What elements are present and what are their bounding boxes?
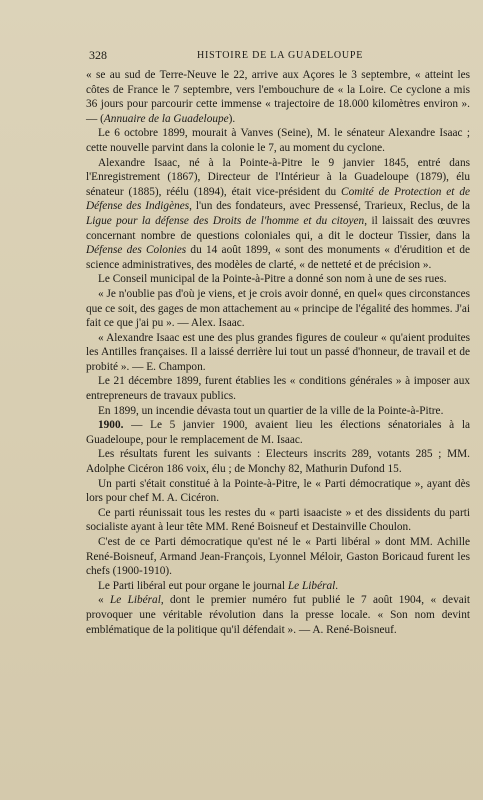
italic-text: Annuaire de la Guadeloupe: [103, 112, 229, 125]
paragraph-p8: [86, 404, 470, 419]
text-run: Le Parti libéral eut pour organe le journal: [98, 579, 288, 592]
body-text: [86, 68, 470, 637]
paragraph-p13: [86, 535, 470, 579]
text-run: ).: [228, 112, 236, 125]
paragraph-p3: [86, 156, 470, 273]
text-run: .: [335, 579, 339, 592]
text-run: « se au sud de Terre-Neuve le 22, arrive aux Açores le 3 septembre, « atteint les côtes de France le 7 septembre, vers l'embouchure de « la Loire. Ce cyclone a mis 36 jours pour parcourir cette immense « trajectoire de 18.000 kilomètres environ ». — (: [86, 69, 470, 125]
text-run: «: [98, 594, 110, 607]
paragraph-p1: [86, 68, 470, 126]
text-run: du 14 août 1899, « sont des monuments « d'érudition et de science administratives, des modèles de clarté, « de netteté et de précision ».: [86, 244, 471, 271]
italic-text: Défense des Colonies: [86, 244, 187, 257]
text-run: Les résultats furent les suivants : Electeurs inscrits 289, votants 285 ; MM. Adolphe Cicéron 186 voix, élu ; de Monchy 82, Mathurin Dufond 15.: [86, 448, 470, 476]
paragraph-p4: [86, 272, 470, 287]
text-run: , dont le premier numéro fut publié le 7 août 1904, « devait provoquer une véritable révolution dans la presse locale. « Son nom devint emblématique de la politique qu'il défendait ». — A. René-Boisneuf.: [86, 594, 471, 636]
paragraph-p6: [86, 331, 470, 375]
bold-text: 1900.: [98, 419, 124, 432]
paragraph-p14: [86, 579, 470, 594]
text-run: Le Conseil municipal de la Pointe-à-Pitre a donné son nom à une de ses rues.: [98, 273, 447, 286]
text-run: , il laissait des œuvres concernant nombre de questions coloniales qui, a dit le docteur Tissier, dans la: [86, 214, 471, 242]
text-run: Le 6 octobre 1899, mourait à Vanves (Seine), M. le sénateur Alexandre Isaac ; cette nouvelle parvint dans la colonie le 7, au moment du cyclone.: [86, 127, 470, 154]
paragraph-p15: [86, 593, 470, 637]
text-run: C'est de ce Parti démocratique qu'est né le « Parti libéral » dont MM. Achille René-Boisneuf, Armand Jean-François, Lyonnel Méloir, Gaston Boricaud furent les chefs (1900-1910).: [86, 536, 470, 578]
text-run: Alexandre Isaac, né à la Pointe-à-Pitre le 9 janvier 1845, entré dans l'Enregistrement (1867), Directeur de l'Intérieur à la Guadeloupe (1879), élu sénateur (1885), réélu (1894), était vice-président du: [86, 156, 470, 198]
text-run: En 1899, un incendie dévasta tout un quartier de la ville de la Pointe-à-Pitre.: [98, 404, 444, 417]
paragraph-p11: [86, 477, 470, 506]
paragraph-p10: [86, 447, 470, 476]
page-number: 328: [89, 48, 107, 62]
text-run: , l'un des fondateurs, avec Pressensé, Trarieux, Reclus, de la: [189, 200, 470, 213]
italic-text: Ligue pour la défense des Droits de l'homme et du citoyen: [86, 214, 365, 227]
paragraph-p5: [86, 287, 470, 331]
paragraph-p7: [86, 374, 470, 403]
paragraph-p9: [86, 418, 470, 447]
text-run: Ce parti réunissait tous les restes du « parti isaaciste » et des dissidents du parti socialiste ayant à leur tête MM. René Boisneuf et Destainville Choulon.: [86, 506, 470, 534]
text-run: Le 21 décembre 1899, furent établies les « conditions générales » à imposer aux entrepreneurs de travaux publics.: [86, 375, 470, 403]
text-run: « Je n'oublie pas d'où je viens, et je crois avoir donné, en quel« ques circonstances que ce soit, des gages de mon attachement au « principe de l'égalité des hommes. J'ai fait ce que j'ai pu ». — Alex. Isaac.: [86, 287, 470, 330]
italic-text: Le Libéral: [287, 579, 336, 592]
text-run: « Alexandre Isaac est une des plus grandes figures de couleur « qu'aient produites les Antilles françaises. Il a laissé derrière lui tout un passé d'honneur, de travail et de probité ». — E. Champon.: [86, 331, 470, 373]
paragraph-p2: [86, 126, 470, 155]
text-run: — Le 5 janvier 1900, avaient lieu les élections sénatoriales à la Guadeloupe, pour le remplacement de M. Isaac.: [86, 419, 470, 446]
italic-text: Comité de Protection et de Défense des Indigènes: [86, 185, 470, 213]
text-run: Un parti s'était constitué à la Pointe-à-Pitre, le « Parti démocratique », ayant dès lors pour chef M. A. Cicéron.: [86, 477, 470, 505]
italic-text: Le Libéral: [109, 594, 161, 607]
running-title: HISTOIRE DE LA GUADELOUPE: [197, 50, 364, 61]
paragraph-p12: [86, 506, 470, 535]
